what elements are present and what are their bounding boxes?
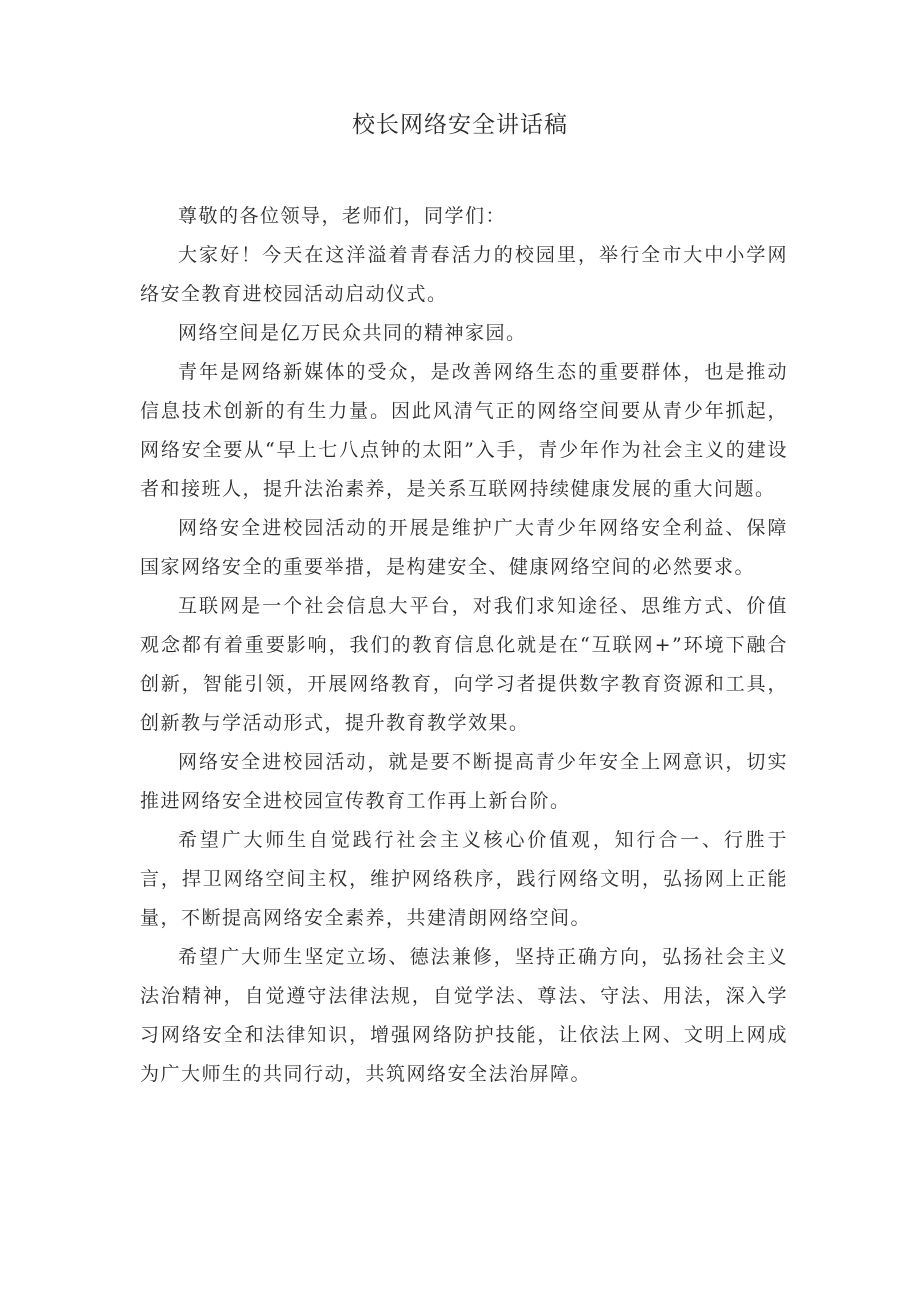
paragraph: 网络空间是亿万民众共同的精神家园。 <box>178 322 527 344</box>
paragraph: 大家好！今天在这洋溢着青春活力的校园里，举行全市大中小学网络安全教育进校园活动启动仪式。 <box>140 244 788 305</box>
paragraph: 青年是网络新媒体的受众，是改善网络生态的重要群体，也是推动信息技术创新的有生力量。因此风清气正的网络空间要从青少年抓起，网络安全要从“早上七八点钟的太阳”入手，青少年作为社会主义的建设者和接班人，提升法治素养，是关系互联网持续健康发展的重大问题。 <box>140 361 788 500</box>
paragraph: 希望广大师生自觉践行社会主义核心价值观，知行合一、行胜于言，捍卫网络空间主权，维护网络秩序，践行网络文明，弘扬网上正能量，不断提高网络安全素养，共建清朗网络空间。 <box>140 829 788 929</box>
salutation: 尊敬的各位领导，老师们，同学们： <box>178 205 507 227</box>
document-body <box>140 197 788 1094</box>
paragraph: 希望广大师生坚定立场、德法兼修，坚持正确方向，弘扬社会主义法治精神，自觉遵守法律法规，自觉学法、尊法、守法、用法，深入学习网络安全和法律知识，增强网络防护技能，让依法上网、文明上网成为广大师生的共同行动，共筑网络安全法治屏障。 <box>140 946 788 1085</box>
paragraph: 网络安全进校园活动，就是要不断提高青少年安全上网意识，切实推进网络安全进校园宣传教育工作再上新台阶。 <box>140 751 788 812</box>
paragraph: 互联网是一个社会信息大平台，对我们求知途径、思维方式、价值观念都有着重要影响，我们的教育信息化就是在“互联网+”环境下融合创新，智能引领，开展网络教育，向学习者提供数字教育资源和工具，创新教与学活动形式，提升教育教学效果。 <box>140 595 788 734</box>
document-title: 校长网络安全讲话稿 <box>352 112 568 138</box>
paragraph: 网络安全进校园活动的开展是维护广大青少年网络安全利益、保障国家网络安全的重要举措，是构建安全、健康网络空间的必然要求。 <box>140 517 788 578</box>
